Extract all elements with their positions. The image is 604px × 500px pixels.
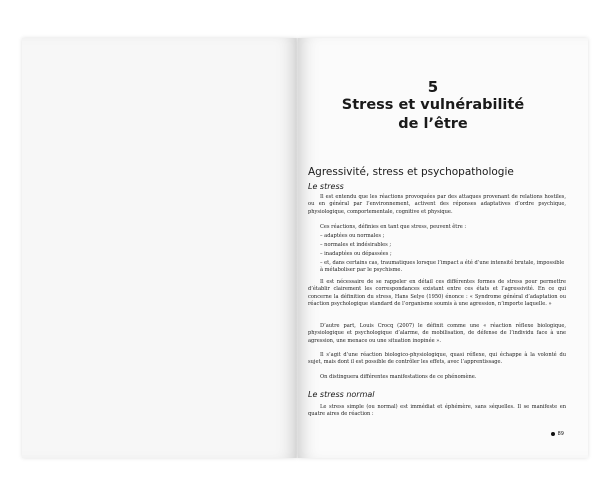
paragraph-3-text: Il est nécessaire de se rappeler en détail ces différentes formes de stress pour permettre d’établir clairement les correspondances existant entre ces états et l’agressivité. En ce qui concerne la définition du stress, Hans Selye (1950) énonce : « Syndrome général d’adaptation ou réaction psychologique standard de l’organisme soumis à une agression, n’importe laquelle. » bbox=[308, 279, 566, 308]
chapter-title-line1: Stress et vulnérabilité bbox=[341, 97, 525, 113]
chapter-title-line2: de l’être bbox=[398, 116, 468, 132]
list-item: – adaptées ou normales ; bbox=[320, 233, 385, 239]
bullet-dot-icon bbox=[551, 432, 555, 436]
subsection-heading-stress: Le stress bbox=[308, 182, 344, 191]
left-page-blank bbox=[22, 38, 297, 458]
paragraph-1: Il est entendu que les réactions provoquées par des attaques provenant de relations hostiles, ou en général par l’environnement, activent des réponses adaptatives d’ordre psychique, physiologique, comportementale, cognitive et physique. bbox=[308, 194, 566, 215]
page-number bbox=[551, 431, 564, 437]
right-page bbox=[298, 38, 588, 458]
list-item: – et, dans certains cas, traumatiques lorsque l’impact a été d’une intensité brutale, impossible à métaboliser par le psychisme. bbox=[320, 260, 565, 274]
subsection-heading-stress-normal: Le stress normal bbox=[308, 390, 375, 399]
paragraph-2: Ces réactions, définies en tant que stress, peuvent être : bbox=[320, 224, 467, 230]
paragraph-3 bbox=[308, 279, 566, 309]
chapter-title bbox=[298, 96, 568, 134]
page-number-text: 89 bbox=[557, 431, 564, 437]
paragraph-4: D’autre part, Louis Crocq (2007) le définit comme une « réaction réflexe biologique, physiologique et psychologique d’alarme, de mobilisation, de défense de l’individu face à une agression, une menace ou une situation inopinée ». bbox=[308, 323, 566, 344]
list-item: – normales et indésirables ; bbox=[320, 242, 392, 248]
section-heading: Agressivité, stress et psychopathologie bbox=[308, 166, 514, 178]
chapter-number: 5 bbox=[427, 78, 439, 96]
paragraph-7: Le stress simple (ou normal) est immédiat et éphémère, sans séquelles. Il se manifeste en quatre aires de réaction : bbox=[308, 404, 566, 418]
paragraph-6: On distinguera différentes manifestations de ce phénomène. bbox=[320, 374, 477, 380]
paragraph-5: Il s’agit d’une réaction biologico-physiologique, quasi réflexe, qui échappe à la volonté du sujet, mais dont il est possible de contrôler les effets, avec l’apprentissage. bbox=[308, 352, 566, 366]
list-item: – inadaptées ou dépassées ; bbox=[320, 251, 392, 257]
